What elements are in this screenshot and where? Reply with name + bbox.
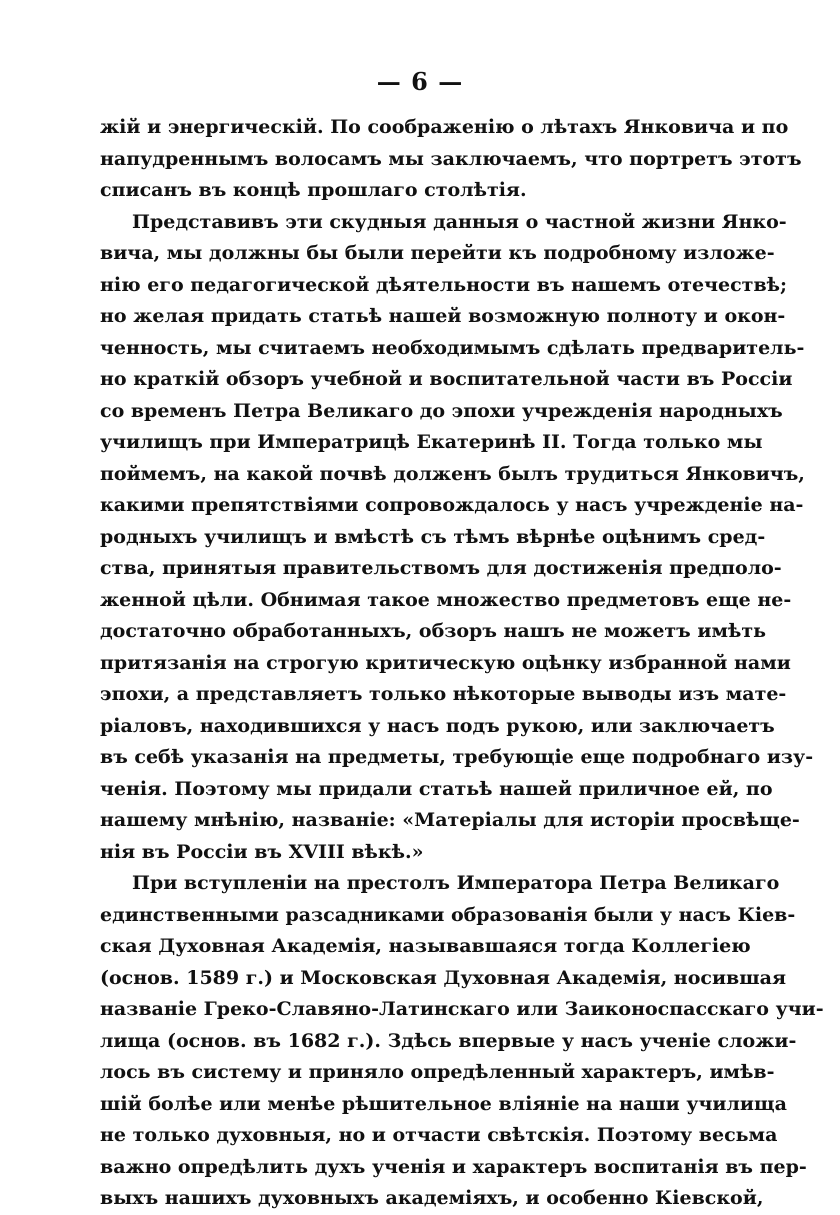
paragraph-start-line: При вступленіи на престолъ Императора Петра Великаго xyxy=(132,872,780,894)
text-line: шій болѣе или менѣе рѣшительное вліяніе на наши училища xyxy=(100,1092,787,1115)
text-line: ріаловъ, находившихся у насъ подъ рукою, или заключаетъ xyxy=(100,714,775,737)
text-line: вича, мы должны бы были перейти къ подробному изложе- xyxy=(100,242,775,264)
text-line: жій и энергическій. По соображенію о лѣтахъ Янковича и по xyxy=(100,116,789,138)
text-line: въ себѣ указанія на предметы, требующіе еще подробнаго изу- xyxy=(100,746,814,768)
text-line: нію его педагогической дѣятельности въ нашемъ отечествѣ; xyxy=(100,273,788,296)
text-line: эпохи, а представляетъ только нѣкоторые выводы изъ мате- xyxy=(100,683,787,705)
text-line: поймемъ, на какой почвѣ долженъ былъ трудиться Янковичъ, xyxy=(100,462,805,485)
text-line: училищъ при Императрицѣ Екатеринѣ II. Тогда только мы xyxy=(100,431,763,453)
text-line: но желая придать статьѣ нашей возможную полноту и окон- xyxy=(100,305,786,327)
text-line: важно опредѣлить духъ ученія и характеръ воспитанія въ пер- xyxy=(100,1155,807,1178)
text-line: притязанія на строгую критическую оцѣнку избранной нами xyxy=(100,651,791,674)
text-line: со временъ Петра Великаго до эпохи учрежденія народныхъ xyxy=(100,399,783,422)
text-line: какими препятствіями сопровождалось у насъ учрежденіе на- xyxy=(100,494,804,516)
text-line: выхъ нашихъ духовныхъ академіяхъ, и особенно Кіевской, xyxy=(100,1187,764,1209)
text-line: нашему мнѣнію, названіе: «Матеріалы для исторіи просвѣще- xyxy=(100,809,800,831)
text-line: женной цѣли. Обнимая такое множество предметовъ еще не- xyxy=(100,588,792,611)
text-line: ченія. Поэтому мы придали статьѣ нашей приличное ей, по xyxy=(100,777,773,800)
text-line: лось въ систему и приняло опредѣленный характеръ, имѣв- xyxy=(100,1061,775,1083)
text-line: достаточно обработанныхъ, обзоръ нашъ не можетъ имѣть xyxy=(100,620,766,642)
text-line: названіе Греко-Славяно-Латинскаго или Заиконоспасскаго учи- xyxy=(100,998,824,1020)
paragraph-start-line: Представивъ эти скудныя данныя о частной жизни Янко- xyxy=(132,210,787,233)
page-number: — 6 — xyxy=(376,67,464,96)
text-line: не только духовныя, но и отчасти свѣтскія. Поэтому весьма xyxy=(100,1124,778,1146)
text-line: напудреннымъ волосамъ мы заключаемъ, что портретъ этотъ xyxy=(100,147,802,170)
text-line: но краткій обзоръ учебной и воспитательной части въ Россіи xyxy=(100,368,793,390)
text-line: ченность, мы считаемъ необходимымъ сдѣлать предваритель- xyxy=(100,336,805,359)
text-line: ская Духовная Академія, называвшаяся тогда Коллегіею xyxy=(100,935,751,957)
body-text xyxy=(100,112,824,1215)
text-line: единственными разсадниками образованія были у насъ Кіев- xyxy=(100,903,796,926)
text-line: нія въ Россіи въ XVIII вѣкѣ.» xyxy=(100,840,424,863)
text-line: лища (основ. въ 1682 г.). Здѣсь впервые у насъ ученіе сложи- xyxy=(100,1029,797,1052)
text-line: списанъ въ концѣ прошлаго столѣтія. xyxy=(100,179,527,201)
text-line: родныхъ училищъ и вмѣстѣ съ тѣмъ вѣрнѣе оцѣнимъ сред- xyxy=(100,525,766,548)
text-line: (основ. 1589 г.) и Московская Духовная Академія, носившая xyxy=(100,966,787,989)
text-line: ства, принятыя правительствомъ для достиженія предполо- xyxy=(100,557,782,579)
